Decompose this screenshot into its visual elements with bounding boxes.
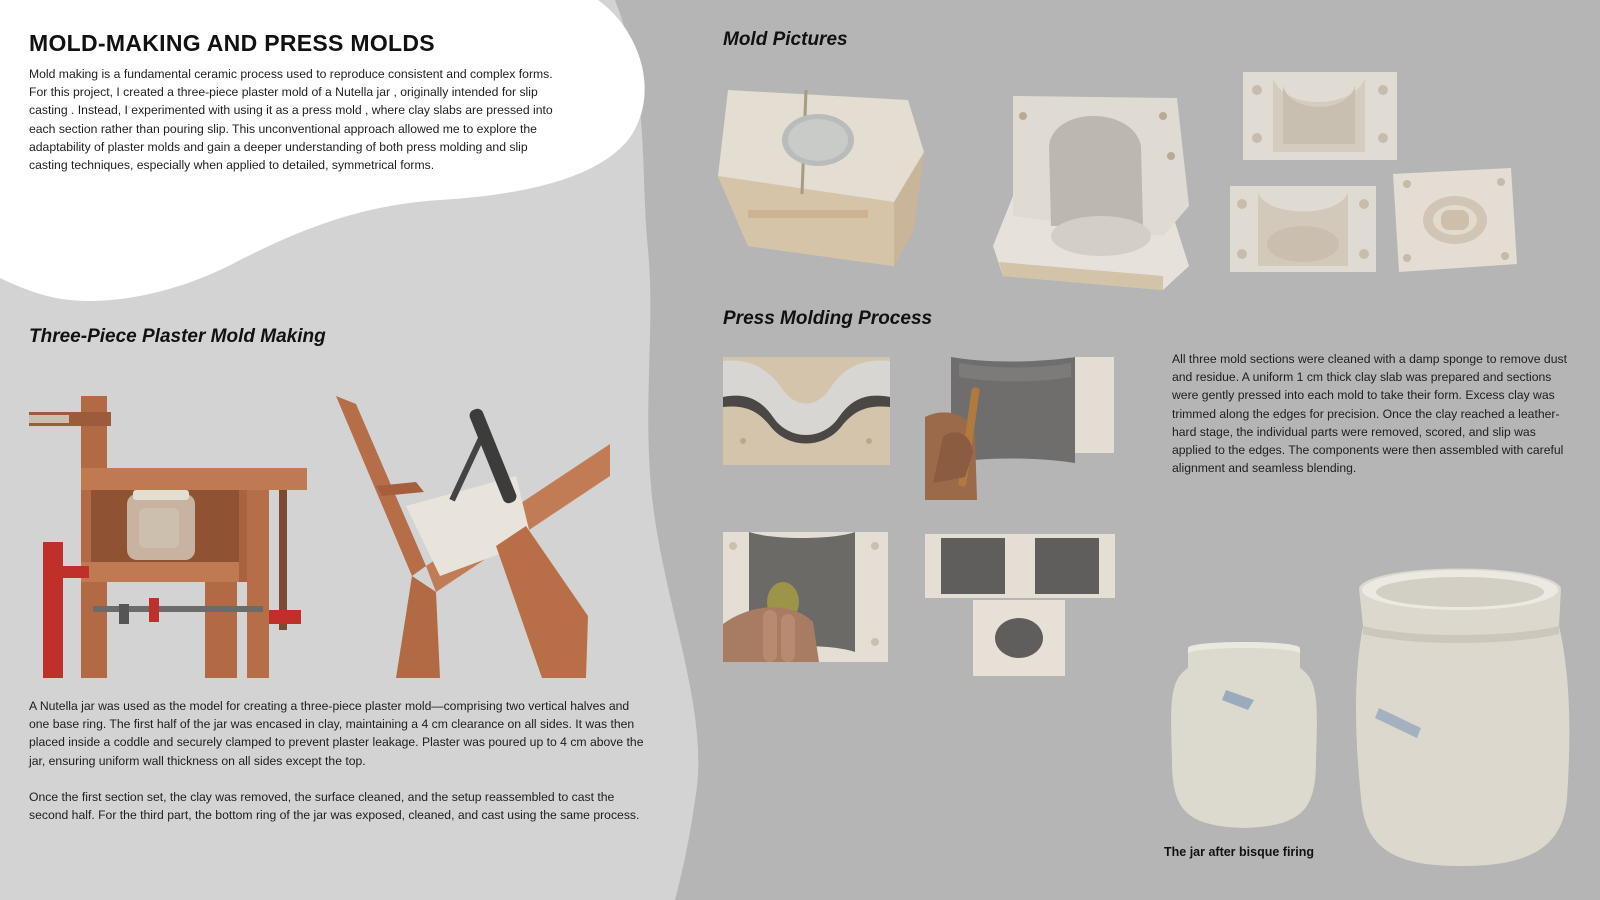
result-caption: The jar after bisque firing [1164,845,1315,859]
trimming-clay-photo [925,357,1114,500]
coddle-clamp-photo [29,396,307,678]
mold-base-ring-photo [1393,168,1517,272]
bisque-jar-large-photo [1349,568,1571,866]
intro-paragraph: Mold making is a fundamental ceramic process used to reproduce consistent and complex forms. For this project, I created a three-piece plaster mold of a Nutella jar , originally intended for slip casting . Instead, I experimented with using it as a press mold , where clay slabs are pressed into each section rather than pouring slip. This unconventional approach allowed me to explore the adaptability of plaster molds and gain a deeper understanding of both press molding and slip casting techniques, especially when applied to detailed, symmetrical forms. [29,67,553,173]
open-mold-half-photo [993,86,1193,290]
page-title: MOLD-MAKING AND PRESS MOLDS [29,30,435,56]
mold-section-half-photo [1230,184,1376,274]
bisque-jar-small-photo [1170,640,1318,828]
mold-making-heading: Three-Piece Plaster Mold Making [29,326,326,347]
press-molding-heading: Press Molding Process [723,308,933,329]
coddle-setup-photo [336,396,610,678]
slab-in-mold-photo [723,357,890,465]
mold-pictures-heading: Mold Pictures [723,29,848,50]
assembled-mold-sections-photo [925,534,1115,676]
mold-making-paragraph-2: Once the first section set, the clay was removed, the surface cleaned, and the setup reassembled to cast the second half. For the third part, the bottom ring of the jar was exposed, cleaned, and cast using the same process. [29,790,640,823]
closed-mold-photo [718,80,924,266]
mold-section-top-photo [1243,70,1397,162]
smoothing-clay-photo [723,532,888,662]
mold-making-paragraph-1: A Nutella jar was used as the model for creating a three-piece plaster mold—comprising two vertical halves and one base ring. The first half of the jar was encased in clay, maintaining a 4 cm clearance on all sides. It was then placed inside a coddle and securely clamped to prevent plaster leakage. Plaster was poured up to 4 cm above the jar, ensuring uniform wall thickness on all sides except the top. [29,699,644,768]
press-molding-paragraph: All three mold sections were cleaned with a damp sponge to remove dust and residue. A uniform 1 cm thick clay slab was prepared and sections were gently pressed into each mold to take their form. Excess clay was trimmed along the edges for precision. Once the clay reached a leather-hard stage, the individual parts were removed, scored, and slip was applied to the edges. The components were then assembled with careful alignment and seamless blending. [1172,352,1567,476]
